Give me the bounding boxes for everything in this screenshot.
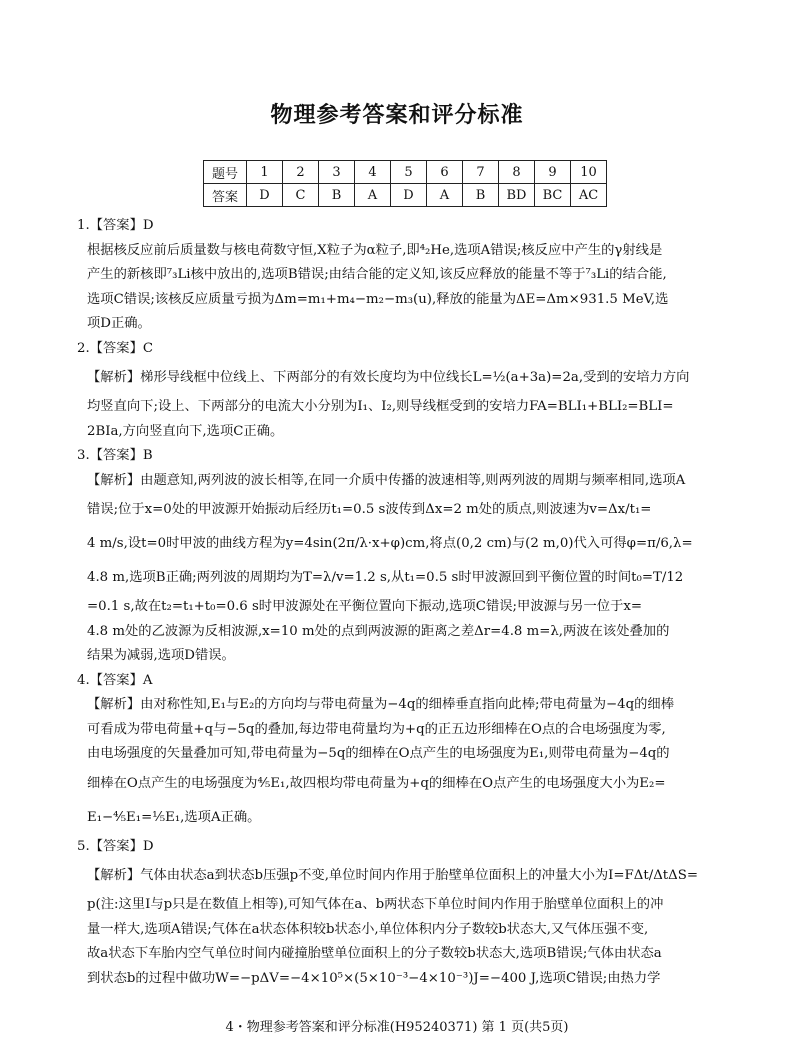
table-cell-answer: A [355,184,391,207]
question-2 [77,337,717,445]
question-3-line: =0.1 s,故在t₂=t₁+t₀=0.6 s时甲波源处在平衡位置向下振动,选项C错误;甲波源与另一位于x= [87,599,643,614]
question-3-line: 4 m/s,设t=0时甲波的曲线方程为y=4sin(2π/λ·x+φ)cm,将点(0,2 cm)与(2 m,0)代入可得φ=π/6,λ= [87,536,693,551]
page-footer: 4・物理参考答案和评分标准(H95240371) 第 1 页(共5页) [225,1020,569,1035]
table-cell-answer: BD [499,184,535,207]
answer-table [203,160,607,207]
table-cell-number: 10 [571,161,607,184]
question-4-line: 由电场强度的矢量叠加可知,带电荷量为−5q的细棒在O点产生的电场强度为E₁,则带电荷量为−4q的 [87,746,670,761]
page-title: 物理参考答案和评分标准 [270,103,524,128]
table-cell-number: 9 [535,161,571,184]
question-3-line: 4.8 m处的乙波源为反相波源,x=10 m处的点到两波源的距离之差Δr=4.8 m=λ,两波在该处叠加的 [87,623,670,639]
question-5-answer: 5.【答案】D [77,838,154,854]
question-3 [77,444,717,669]
answer-content [77,214,717,991]
question-2-answer: 2.【答案】C [77,340,154,356]
table-cell-number: 1 [247,161,283,184]
question-5-line: 到状态b的过程中做功W=−pΔV=−4×10⁵×(5×10⁻³−4×10⁻³)J=−400 J,选项C错误;由热力学 [87,970,661,986]
question-3-line: 错误;位于x=0处的甲波源开始振动后经历t₁=0.5 s波传到Δx=2 m处的质点,则波速为v=Δx/t₁= [87,502,652,517]
table-cell-number: 3 [319,161,355,184]
question-2-line: 均竖直向下;设上、下两部分的电流大小分别为I₁、I₂,则导线框受到的安培力FA=BLI₁+BLI₂=BLI= [87,399,674,414]
table-cell-number: 6 [427,161,463,184]
question-4-line: 【解析】由对称性知,E₁与E₂的方向均与带电荷量为−4q的细棒垂直指向此棒;带电荷量为−4q的细棒 [87,697,674,712]
table-cell-number: 4 [355,161,391,184]
question-3-line: 4.8 m,选项B正确;两列波的周期均为T=λ/v=1.2 s,从t₁=0.5 s时甲波源回到平衡位置的时间t₀=T/12 [87,570,684,585]
question-5-line: p(注:这里I与p只是在数值上相等),可知气体在a、b两状态下单位时间内作用于胎壁单位面积上的冲 [87,897,664,912]
table-cell-answer: D [391,184,427,207]
question-4-line: E₁−⁴⁄₅E₁=⅕E₁,选项A正确。 [87,809,261,825]
table-cell-answer: A [427,184,463,207]
question-3-answer: 3.【答案】B [77,448,153,463]
question-5 [77,835,717,992]
question-5-line: 量一样大,选项A错误;气体在a状态体积较b状态小,单位体积内分子数较b状态大,又气体压强不变, [87,921,649,937]
question-1-line: 项D正确。 [87,316,151,331]
question-4-line: 细棒在O点产生的电场强度为⁴⁄₅E₁,故四根均带电荷量为+q的细棒在O点产生的电场强度大小为E₂= [87,775,666,791]
question-2-line: 【解析】梯形导线框中位线上、下两部分的有效长度均为中位线长L=½(a+3a)=2a,受到的安培力方向 [87,370,690,385]
question-5-line: 【解析】气体由状态a到状态b压强p不变,单位时间内作用于胎壁单位面积上的冲量大小为I=FΔt/ΔtΔS= [87,868,699,883]
table-cell-answer: BC [535,184,571,207]
question-4 [77,669,717,835]
table-cell-answer: C [283,184,319,207]
table-cell-number: 2 [283,161,319,184]
table-cell-number: 7 [463,161,499,184]
question-4-line: 可看成为带电荷量+q与−5q的叠加,每边带电荷量均为+q的正五边形细棒在O点的合电场强度为零, [87,721,666,737]
table-header-number: 题号 [204,161,247,184]
question-1-line: 根据核反应前后质量数与核电荷数守恒,X粒子为α粒子,即⁴₂He,选项A错误;核反应中产生的γ射线是 [87,242,663,258]
question-1-line: 选项C错误;该核反应质量亏损为Δm=m₁+m₄−m₂−m₃(u),释放的能量为ΔE=Δm×931.5 MeV,选 [87,291,669,307]
table-cell-answer: D [247,184,283,207]
table-header-answer: 答案 [204,184,247,207]
table-cell-number: 8 [499,161,535,184]
question-1-line: 产生的新核即⁷₃Li核中放出的,选项B错误;由结合能的定义知,该反应释放的能量不等于⁷₃Li的结合能, [87,267,667,282]
table-cell-number: 5 [391,161,427,184]
question-4-answer: 4.【答案】A [77,672,153,688]
question-2-line: 2BIa,方向竖直向下,选项C正确。 [87,423,284,439]
table-cell-answer: B [319,184,355,207]
table-row-answers [204,184,607,207]
question-3-line: 结果为减弱,选项D错误。 [87,648,235,663]
table-row-numbers [204,161,607,184]
question-1 [77,214,717,337]
table-cell-answer: AC [571,184,607,207]
table-cell-answer: B [463,184,499,207]
question-3-line: 【解析】由题意知,两列波的波长相等,在同一介质中传播的波速相等,则两列波的周期与频率相同,选项A [87,472,686,488]
question-5-line: 故a状态下车胎内空气单位时间内碰撞胎壁单位面积上的分子数较b状态大,选项B错误;气体由状态a [87,946,662,961]
question-1-answer: 1.【答案】D [77,218,154,233]
